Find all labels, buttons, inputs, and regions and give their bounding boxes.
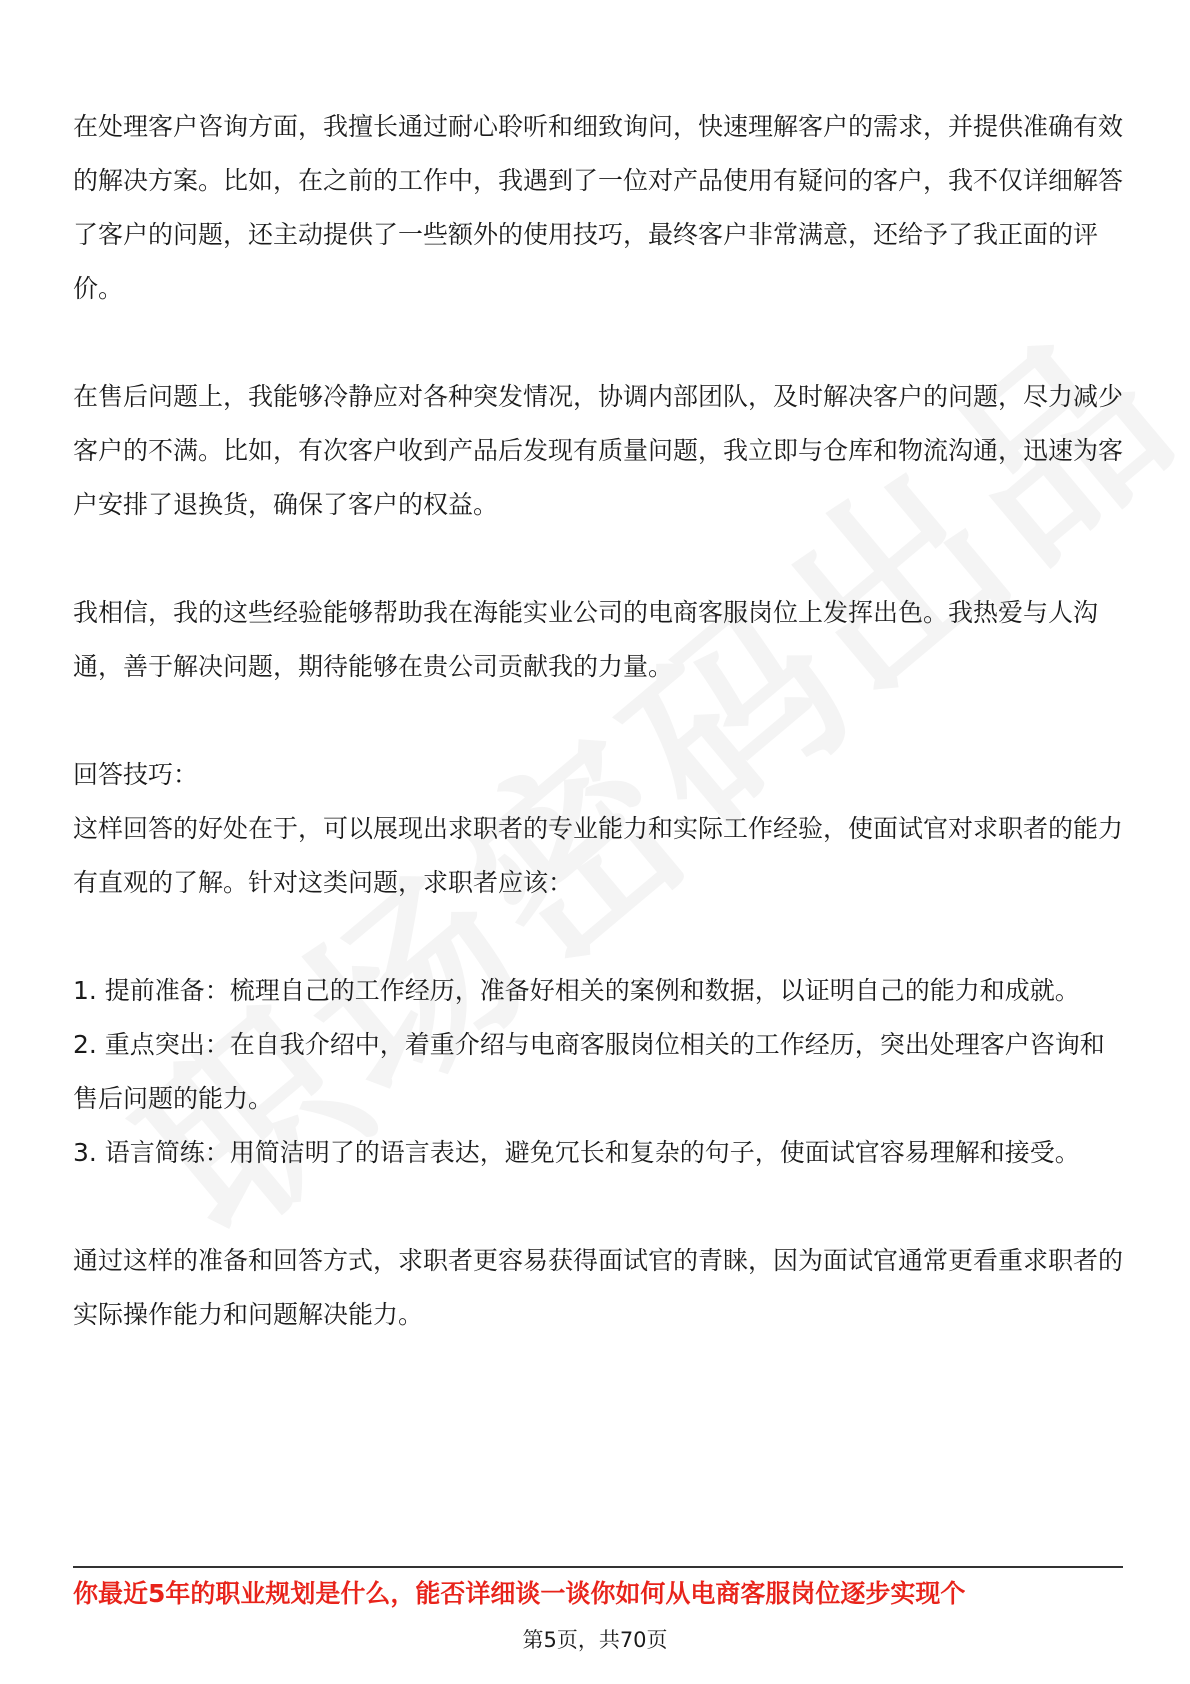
- paragraph-after-sales: 在售后问题上，我能够冷静应对各种突发情况，协调内部团队，及时解决客户的问题，尽力减少客户的不满。比如，有次客户收到产品后发现有质量问题，我立即与仓库和物流沟通，迅速为客户安排了退换货，确保了客户的权益。: [73, 382, 1124, 519]
- page-content: [73, 100, 1123, 1342]
- tips-intro: 这样回答的好处在于，可以展现出求职者的专业能力和实际工作经验，使面试官对求职者的能力有直观的了解。针对这类问题，求职者应该：: [73, 814, 1124, 897]
- tips-list-item: 3. 语言简练：用简洁明了的语言表达，避免冗长和复杂的句子，使面试官容易理解和接受。: [73, 1138, 1080, 1167]
- paragraph-customer-inquiry: 在处理客户咨询方面，我擅长通过耐心聆听和细致询问，快速理解客户的需求，并提供准确有效的解决方案。比如，在之前的工作中，我遇到了一位对产品使用有疑问的客户，我不仅详细解答了客户的问题，还主动提供了一些额外的使用技巧，最终客户非常满意，还给予了我正面的评价。: [73, 112, 1124, 303]
- paragraph-summary: 通过这样的准备和回答方式，求职者更容易获得面试官的青睐，因为面试官通常更看重求职者的实际操作能力和问题解决能力。: [73, 1246, 1124, 1329]
- tips-list-item: 1. 提前准备：梳理自己的工作经历，准备好相关的案例和数据，以证明自己的能力和成就。: [73, 976, 1080, 1005]
- paragraph-conclusion-self: 我相信，我的这些经验能够帮助我在海能实业公司的电商客服岗位上发挥出色。我热爱与人沟通，善于解决问题，期待能够在贵公司贡献我的力量。: [73, 598, 1099, 681]
- tips-list: [73, 964, 1123, 1180]
- divider: [73, 1566, 1123, 1568]
- tips-heading: 回答技巧：: [73, 760, 199, 789]
- next-question-heading: 你最近5年的职业规划是什么，能否详细谈一谈你如何从电商客服岗位逐步实现个: [73, 1579, 966, 1608]
- page-number: 第5页，共70页: [522, 1628, 668, 1652]
- tips-list-item: 2. 重点突出：在自我介绍中，着重介绍与电商客服岗位相关的工作经历，突出处理客户咨询和售后问题的能力。: [73, 1030, 1105, 1113]
